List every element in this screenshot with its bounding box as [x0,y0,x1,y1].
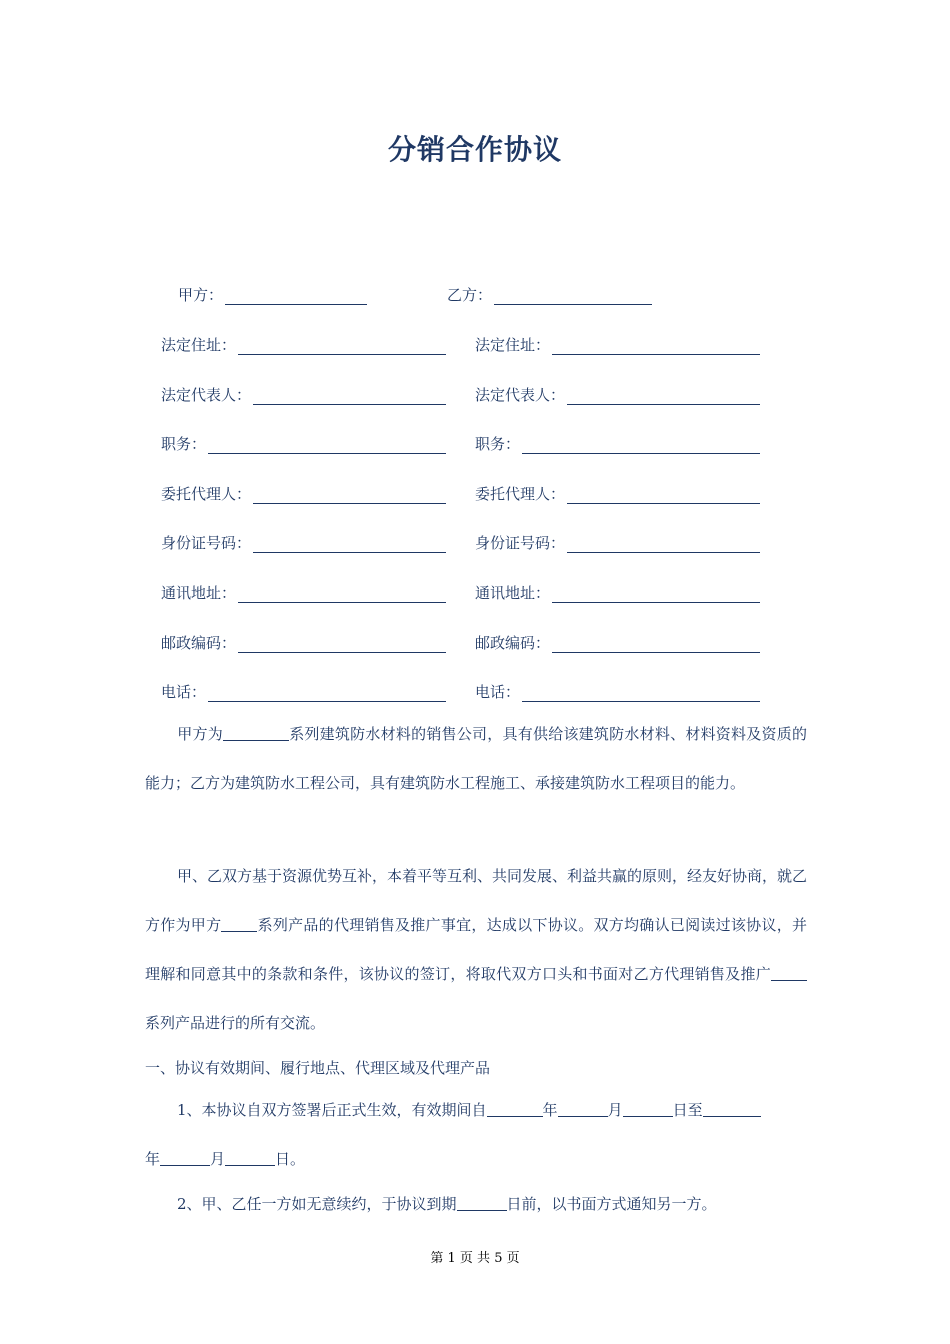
page-footer: 第 1 页 共 5 页 [430,1251,520,1266]
field-label: 委托代理人： [161,485,252,503]
party-a-field [178,283,367,305]
party-a-field-row [161,531,446,553]
field-blank [238,338,446,355]
party-b-field-row [475,333,760,355]
field-blank [552,586,760,603]
field-blank [253,388,446,405]
party-b-field-row [475,680,760,702]
clause1-blank-year-end-a [703,1100,761,1117]
para2-text-c: 系列产品进行的所有交流。 [145,1014,326,1032]
field-label: 邮政编码： [161,634,237,652]
party-b-field-row [475,631,760,653]
field-label: 通讯地址： [161,584,237,602]
party-b-field-row [475,482,760,504]
intro-paragraph-2 [145,852,807,1048]
document-title: 分销合作协议 [387,133,562,166]
field-label: 法定住址： [161,336,237,354]
party-b-blank [494,288,652,305]
para1-blank [223,724,289,741]
field-label: 法定代表人： [161,386,252,404]
clause2-text-a: 2、甲、乙任一方如无意续约，于协议到期 [177,1195,457,1213]
party-a-label: 甲方： [178,286,224,304]
party-a-field-row [161,432,446,454]
para1-text-b: 系列建筑防水材料的销售公司，具有供给该建筑防水材料、材料资料及资质的能力；乙方为建筑防水工程公司，具有建筑防水工程施工、承接建筑防水工程项目的能力。 [145,725,807,792]
field-blank [567,388,760,405]
section-1-heading: 一、协议有效期间、履行地点、代理区域及代理产品 [145,1059,491,1077]
party-b-label: 乙方： [447,286,493,304]
field-label: 身份证号码： [475,534,566,552]
field-label: 邮政编码： [475,634,551,652]
clause1-month-label: 月 [607,1101,623,1119]
clause1-blank-month-start [558,1100,608,1117]
field-blank [567,536,760,553]
field-label: 电话： [475,683,521,701]
field-label: 通讯地址： [475,584,551,602]
clause1-dayto-label: 日至 [672,1101,703,1119]
clause1-year-label-2: 年 [145,1150,161,1168]
clause1-month-label-2: 月 [210,1150,226,1168]
party-a-field-row [161,383,446,405]
clause1-day-label: 日。 [275,1150,306,1168]
party-b-field-row [475,531,760,553]
para1-text-a: 甲方为 [177,725,223,743]
field-blank [238,586,446,603]
clause-2 [145,1180,807,1229]
party-a-field-row [161,680,446,702]
intro-paragraph-1 [145,710,807,808]
clause-1 [145,1086,807,1184]
clause1-text: 1、本协议自双方签署后正式生效，有效期间自 [177,1101,487,1119]
party-a-field-row [161,581,446,603]
field-blank [552,338,760,355]
field-label: 法定住址： [475,336,551,354]
para2-blank-2 [771,964,807,981]
clause1-blank-day-start [623,1100,673,1117]
para2-text-b: 系列产品的代理销售及推广事宜，达成以下协议。双方均确认已阅读过该协议，并理解和同意其中的条款和条件，该协议的签订，将取代双方口头和书面对乙方代理销售及推广 [145,916,807,983]
field-blank [522,685,760,702]
field-blank [208,685,446,702]
para2-blank-1 [221,915,257,932]
party-a-field-row [161,333,446,355]
field-blank [567,487,760,504]
party-a-blank [225,288,367,305]
clause1-blank-month-end [160,1149,210,1166]
field-blank [522,437,760,454]
clause2-blank [457,1194,507,1211]
party-a-field-row [161,631,446,653]
clause1-blank-year-start [487,1100,543,1117]
party-b-field [447,283,652,305]
field-label: 职务： [475,435,521,453]
field-blank [552,636,760,653]
party-b-field-row [475,432,760,454]
field-blank [238,636,446,653]
field-label: 职务： [161,435,207,453]
field-blank [208,437,446,454]
party-b-field-row [475,383,760,405]
field-label: 法定代表人： [475,386,566,404]
field-blank [253,536,446,553]
field-label: 委托代理人： [475,485,566,503]
clause1-year-label: 年 [542,1101,558,1119]
clause1-blank-day-end [225,1149,275,1166]
field-blank [253,487,446,504]
party-a-field-row [161,482,446,504]
clause2-text-b: 日前，以书面方式通知另一方。 [506,1195,717,1213]
field-label: 身份证号码： [161,534,252,552]
party-b-field-row [475,581,760,603]
para2-text-a: 甲、乙双方基于资源优势互补，本着平等互利、共同发展、利益共赢的原则，经友好协商，就乙方作为甲方 [145,867,808,934]
field-label: 电话： [161,683,207,701]
